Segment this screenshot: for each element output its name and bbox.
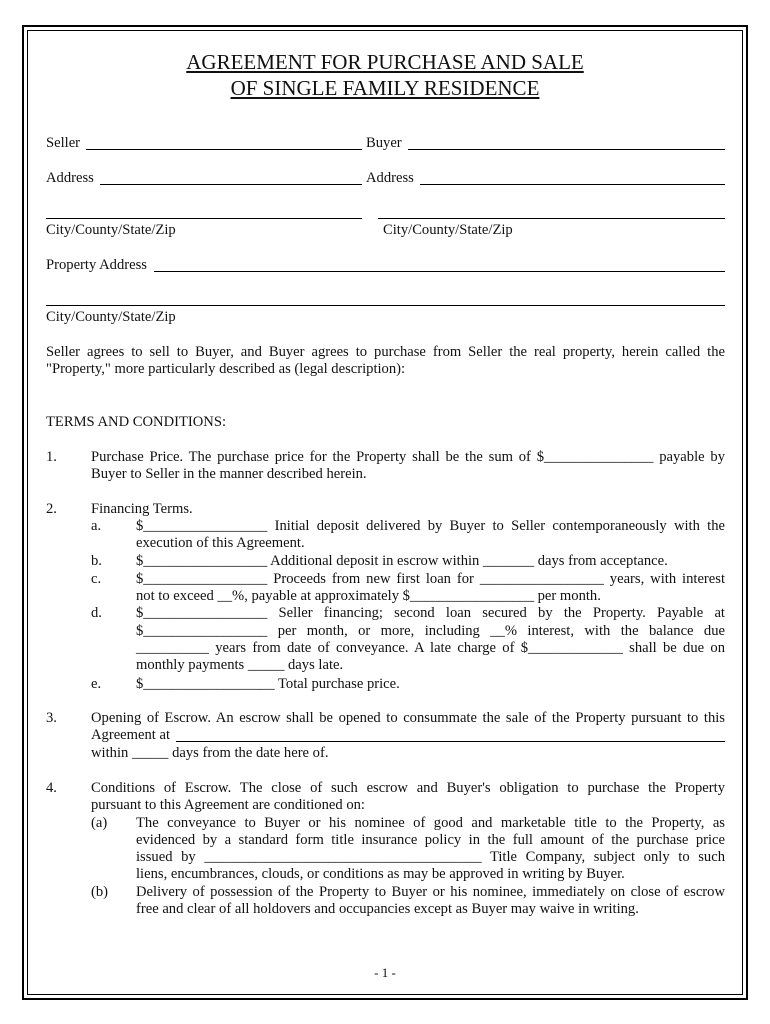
seller-address-label: Address [46, 170, 94, 186]
section-3-number: 3. [46, 710, 57, 726]
section-1-line-2: Buyer to Seller in the manner described herein. [91, 466, 367, 482]
item-2a-line-2: execution of this Agreement. [136, 535, 305, 551]
item-4a-letter: (a) [91, 815, 108, 831]
item-2a-line-1: $_________________ Initial deposit delivered by Buyer to Seller contemporaneously with the [136, 518, 725, 534]
section-2-heading: Financing Terms. [91, 501, 193, 517]
item-2c-letter: c. [91, 571, 102, 587]
item-2b-letter: b. [91, 553, 102, 569]
property-city-field[interactable] [46, 305, 725, 306]
seller-address-field[interactable] [100, 184, 362, 185]
seller-label: Seller [46, 135, 81, 151]
item-4a-line-2: evidenced by a standard form title insurance policy in the full amount of the purchase price [136, 832, 725, 848]
item-2e-letter: e. [91, 676, 102, 692]
seller-city-field[interactable] [46, 218, 362, 219]
property-city-label: City/County/State/Zip [46, 309, 176, 325]
item-2d-letter: d. [91, 605, 102, 621]
item-2c-line-2: not to exceed __%, payable at approximately $_________________ per month. [136, 588, 601, 604]
seller-city-label: City/County/State/Zip [46, 222, 176, 238]
seller-field[interactable] [86, 149, 362, 150]
item-4b-line-2: free and clear of all holdovers and occupancies except as Buyer may waive in writing. [136, 901, 639, 917]
page-number: - 1 - [374, 965, 396, 980]
item-2d-line-2: $_________________ per month, or more, including __% interest, with the balance due [136, 623, 725, 639]
item-4a-line-1: The conveyance to Buyer or his nominee of good and marketable title to the Property, as [136, 815, 725, 831]
section-4-number: 4. [46, 780, 57, 796]
section-1-number: 1. [46, 449, 57, 465]
item-4b-line-1: Delivery of possession of the Property to Buyer or his nominee, immediately on close of escrow [136, 884, 725, 900]
item-2e-line-1: $__________________ Total purchase price. [136, 676, 400, 692]
section-1-line-1: Purchase Price. The purchase price for the Property shall be the sum of $_______________ payable by [91, 449, 725, 465]
intro-line-1: Seller agrees to sell to Buyer, and Buyer agrees to purchase from Seller the real property, herein called the [46, 344, 725, 360]
item-2d-line-4: monthly payments _____ days late. [136, 657, 344, 673]
section-3-line-3: within _____ days from the date here of. [91, 745, 329, 761]
item-2d-line-3: __________ years from date of conveyance. A late charge of $_____________ shall be due on [136, 640, 725, 656]
intro-line-2: "Property," more particularly described as (legal description): [46, 361, 406, 377]
buyer-address-label: Address [366, 170, 414, 186]
title-line-2: OF SINGLE FAMILY RESIDENCE [230, 76, 540, 100]
buyer-label: Buyer [366, 135, 402, 151]
item-2d-line-1: $_________________ Seller financing; second loan secured by the Property. Payable at [136, 605, 725, 621]
property-address-label: Property Address [46, 257, 147, 273]
item-2a-letter: a. [91, 518, 102, 534]
escrow-agent-field[interactable] [176, 741, 725, 742]
buyer-city-label: City/County/State/Zip [383, 222, 513, 238]
buyer-field[interactable] [408, 149, 725, 150]
section-4-line-2: pursuant to this Agreement are conditioned on: [91, 797, 365, 813]
title-line-1: AGREEMENT FOR PURCHASE AND SALE [186, 50, 584, 74]
terms-heading: TERMS AND CONDITIONS: [46, 414, 226, 430]
item-4a-line-3: issued by ______________________________________ Title Company, subject only to such [136, 849, 725, 865]
item-2b-line-1: $_________________ Additional deposit in escrow within _______ days from acceptance. [136, 553, 668, 569]
buyer-city-field[interactable] [378, 218, 725, 219]
property-address-field[interactable] [154, 271, 725, 272]
section-3-line-1: Opening of Escrow. An escrow shall be opened to consummate the sale of the Property pursuant to this [91, 710, 725, 726]
section-2-number: 2. [46, 501, 57, 517]
section-4-line-1: Conditions of Escrow. The close of such escrow and Buyer's obligation to purchase the Property [91, 780, 725, 796]
item-4b-letter: (b) [91, 884, 109, 900]
item-2c-line-1: $_________________ Proceeds from new first loan for _________________ years, with interest [136, 571, 725, 587]
item-4a-line-4: liens, encumbrances, clouds, or conditions as may be approved in writing by Buyer. [136, 866, 625, 882]
section-3-line-2: Agreement at [91, 727, 171, 743]
buyer-address-field[interactable] [420, 184, 725, 185]
